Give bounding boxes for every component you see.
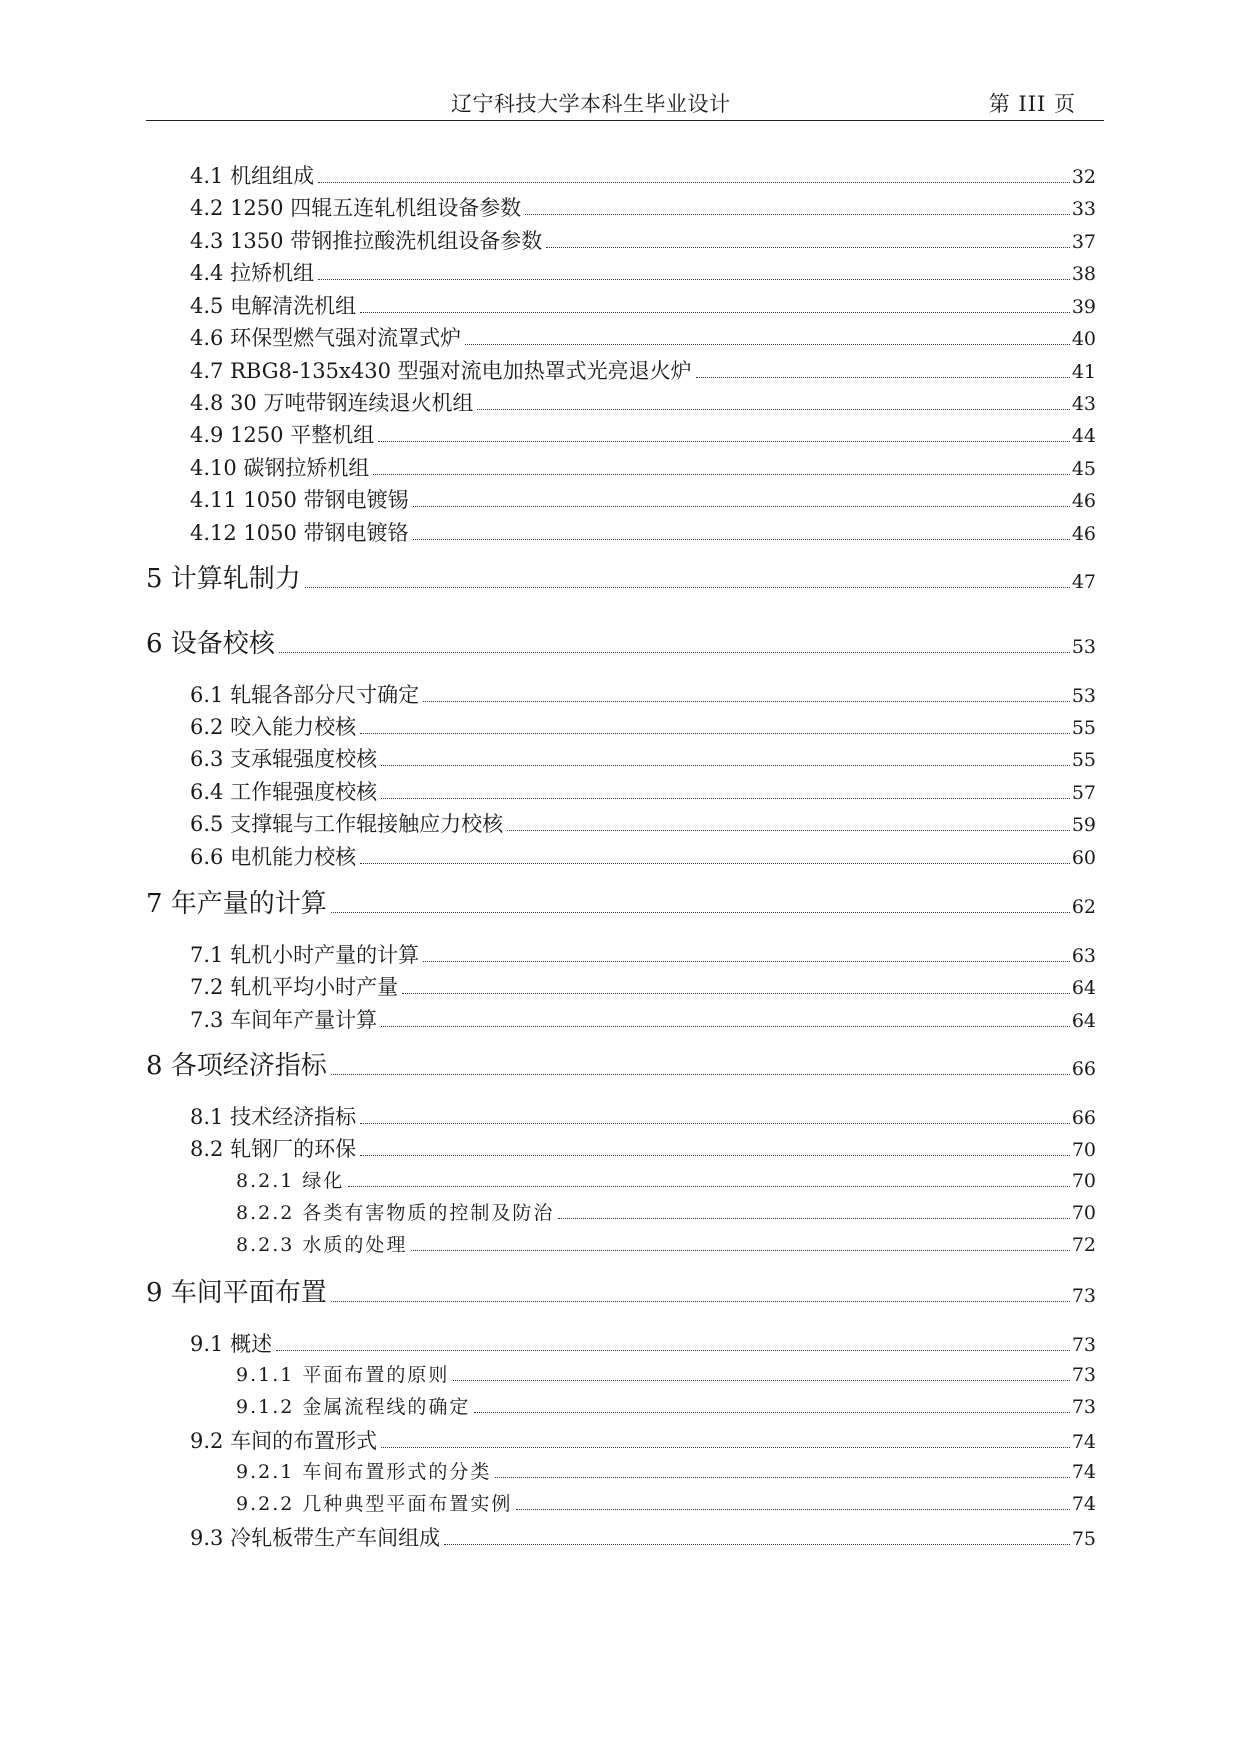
dot-leader <box>381 1026 1070 1027</box>
toc-entry[interactable] <box>190 717 1096 738</box>
toc-entry[interactable] <box>190 782 1096 803</box>
toc-entry-title: 8.2 轧钢厂的环保 <box>190 1137 357 1161</box>
dot-leader <box>546 247 1070 248</box>
toc-entry-page: 32 <box>1071 166 1096 188</box>
toc-entry[interactable] <box>146 566 1096 592</box>
toc-entry-title: 4.6 环保型燃气强对流罩式炉 <box>190 326 462 350</box>
toc-entry-page: 64 <box>1071 977 1096 999</box>
toc-entry[interactable] <box>190 361 1096 382</box>
toc-entry-page: 73 <box>1071 1285 1096 1307</box>
dot-leader <box>381 765 1070 766</box>
dot-leader <box>453 1380 1069 1381</box>
toc-entry-page: 43 <box>1071 393 1096 415</box>
toc-entry-page: 55 <box>1071 749 1096 771</box>
toc-entry-title: 9.1.1 平面布置的原则 <box>236 1364 450 1386</box>
toc-entry-title: 4.2 1250 四辊五连轧机组设备参数 <box>190 196 522 220</box>
toc-entry-page: 39 <box>1071 296 1096 318</box>
toc-entry-page: 46 <box>1071 490 1096 512</box>
toc-entry[interactable] <box>236 1366 1096 1385</box>
dot-leader <box>402 993 1070 994</box>
toc-entry-page: 64 <box>1071 1010 1096 1032</box>
toc-entry[interactable] <box>190 458 1096 479</box>
toc-entry-title: 9.1 概述 <box>190 1332 273 1356</box>
toc-entry-page: 41 <box>1071 361 1096 383</box>
toc-entry-title: 4.8 30 万吨带钢连续退火机组 <box>190 391 474 415</box>
toc-entry-title: 9.3 冷轧板带生产车间组成 <box>190 1526 441 1550</box>
dot-leader <box>360 733 1070 734</box>
dot-leader <box>413 506 1070 507</box>
toc-entry-title: 9.2.2 几种典型平面布置实例 <box>236 1493 513 1515</box>
header-page-number: 第 III 页 <box>988 92 1076 116</box>
toc-entry-page: 70 <box>1071 1202 1096 1224</box>
toc-entry-title: 9.1.2 金属流程线的确定 <box>236 1396 471 1418</box>
toc-entry[interactable] <box>146 891 1096 917</box>
toc-entry-page: 53 <box>1071 636 1096 658</box>
toc-entry[interactable] <box>190 296 1096 317</box>
toc-entry-title: 6.4 工作辊强度校核 <box>190 780 378 804</box>
toc-entry-page: 59 <box>1071 814 1096 836</box>
toc-entry[interactable] <box>190 1010 1096 1031</box>
toc-entry[interactable] <box>190 263 1096 284</box>
dot-leader <box>696 377 1070 378</box>
dot-leader <box>474 1412 1069 1413</box>
toc-entry-page: 47 <box>1071 571 1096 593</box>
dot-leader <box>423 961 1070 962</box>
toc-entry[interactable] <box>236 1236 1096 1255</box>
dot-leader <box>331 912 1070 913</box>
toc-entry-page: 66 <box>1071 1058 1096 1080</box>
toc-entry[interactable] <box>190 749 1096 770</box>
dot-leader <box>360 312 1070 313</box>
toc-entry-page: 75 <box>1071 1528 1096 1550</box>
toc-entry-title: 9 车间平面布置 <box>146 1278 327 1308</box>
dot-leader <box>373 474 1069 475</box>
toc-entry-title: 8.2.2 各类有害物质的控制及防治 <box>236 1202 555 1224</box>
dot-leader <box>360 1123 1070 1124</box>
dot-leader <box>413 539 1070 540</box>
toc-entry[interactable] <box>236 1172 1096 1191</box>
toc-entry-page: 62 <box>1071 896 1096 918</box>
toc-entry-page: 37 <box>1071 231 1096 253</box>
toc-entry-title: 7.3 车间年产量计算 <box>190 1008 378 1032</box>
dot-leader <box>477 409 1069 410</box>
toc-entry-page: 74 <box>1071 1431 1096 1453</box>
toc-entry-title: 8.1 技术经济指标 <box>190 1105 357 1129</box>
dot-leader <box>360 863 1070 864</box>
dot-leader <box>305 587 1070 588</box>
toc-entry[interactable] <box>236 1398 1096 1417</box>
toc-entry-title: 6.5 支撑辊与工作辊接触应力校核 <box>190 812 504 836</box>
dot-leader <box>279 652 1070 653</box>
toc-entry-title: 6.2 咬入能力校核 <box>190 715 357 739</box>
dot-leader <box>318 279 1070 280</box>
toc-entry[interactable] <box>190 198 1096 219</box>
dot-leader <box>558 1218 1069 1219</box>
toc-entry[interactable] <box>190 425 1096 446</box>
toc-entry-page: 44 <box>1071 425 1096 447</box>
toc-entry-title: 4.9 1250 平整机组 <box>190 423 375 447</box>
toc-entry-title: 8 各项经济指标 <box>146 1051 327 1081</box>
toc-entry-title: 7.2 轧机平均小时产量 <box>190 975 399 999</box>
toc-entry[interactable] <box>146 1053 1096 1079</box>
dot-leader <box>465 344 1070 345</box>
toc-entry-title: 4.10 碳钢拉矫机组 <box>190 456 370 480</box>
dot-leader <box>423 701 1070 702</box>
toc-entry-title: 7.1 轧机小时产量的计算 <box>190 943 420 967</box>
toc-entry-page: 60 <box>1071 847 1096 869</box>
dot-leader <box>507 830 1070 831</box>
toc-entry[interactable] <box>146 631 1096 657</box>
toc-entry[interactable] <box>236 1463 1096 1482</box>
toc-entry[interactable] <box>190 490 1096 511</box>
toc-entry-title: 6.6 电机能力校核 <box>190 845 357 869</box>
toc-entry-page: 57 <box>1071 782 1096 804</box>
toc-entry-title: 4.7 RBG8-135x430 型强对流电加热罩式光亮退火炉 <box>190 359 692 383</box>
toc-entry[interactable] <box>190 1334 1096 1355</box>
toc-entry-title: 4.3 1350 带钢推拉酸洗机组设备参数 <box>190 229 543 253</box>
dot-leader <box>444 1544 1070 1545</box>
dot-leader <box>348 1186 1069 1187</box>
toc-entry-page: 73 <box>1071 1396 1096 1418</box>
toc-entry-page: 33 <box>1071 198 1096 220</box>
toc-entry-page: 73 <box>1071 1364 1096 1386</box>
toc-entry-title: 6 设备校核 <box>146 629 275 659</box>
dot-leader <box>276 1350 1070 1351</box>
toc-entry-title: 9.2 车间的布置形式 <box>190 1429 378 1453</box>
toc-entry-title: 8.2.1 绿化 <box>236 1170 345 1192</box>
dot-leader <box>525 214 1070 215</box>
toc-entry-page: 70 <box>1071 1139 1096 1161</box>
dot-leader <box>331 1074 1070 1075</box>
toc-entry-title: 9.2.1 车间布置形式的分类 <box>236 1461 492 1483</box>
toc-entry-title: 5 计算轧制力 <box>146 564 301 594</box>
toc-entry-title: 4.11 1050 带钢电镀锡 <box>190 488 409 512</box>
toc-entry[interactable] <box>190 523 1096 544</box>
dot-leader <box>381 1447 1070 1448</box>
toc-entry[interactable] <box>146 1280 1096 1306</box>
toc-entry[interactable] <box>236 1204 1096 1223</box>
dot-leader <box>318 182 1070 183</box>
dot-leader <box>331 1301 1070 1302</box>
toc-entry-title: 4.1 机组组成 <box>190 164 315 188</box>
toc-entry-page: 73 <box>1071 1334 1096 1356</box>
toc-entry-title: 4.5 电解清洗机组 <box>190 294 357 318</box>
toc-entry[interactable] <box>190 166 1096 187</box>
toc-entry-page: 74 <box>1071 1493 1096 1515</box>
toc-entry[interactable] <box>190 1139 1096 1160</box>
toc-entry-page: 40 <box>1071 328 1096 350</box>
toc-entry-title: 4.4 拉矫机组 <box>190 261 315 285</box>
toc-entry-title: 6.1 轧辊各部分尺寸确定 <box>190 683 420 707</box>
toc-entry[interactable] <box>190 847 1096 868</box>
toc-entry[interactable] <box>190 1107 1096 1128</box>
toc-entry[interactable] <box>190 814 1096 835</box>
toc-entry[interactable] <box>190 1528 1096 1549</box>
toc-entry[interactable] <box>190 231 1096 252</box>
toc-entry-page: 46 <box>1071 523 1096 545</box>
toc-entry-title: 4.12 1050 带钢电镀铬 <box>190 521 409 545</box>
toc-entry-page: 72 <box>1071 1234 1096 1256</box>
header-title: 辽宁科技大学本科生毕业设计 <box>451 92 731 116</box>
dot-leader <box>411 1250 1069 1251</box>
toc-entry[interactable] <box>190 1431 1096 1452</box>
toc-entry[interactable] <box>190 945 1096 966</box>
toc-entry-page: 66 <box>1071 1107 1096 1129</box>
toc-entry-title: 7 年产量的计算 <box>146 889 327 919</box>
toc-entry[interactable] <box>190 685 1096 706</box>
toc-entry-page: 38 <box>1071 263 1096 285</box>
dot-leader <box>381 798 1070 799</box>
toc-entry-page: 53 <box>1071 685 1096 707</box>
dot-leader <box>495 1477 1069 1478</box>
toc-entry[interactable] <box>190 328 1096 349</box>
dot-leader <box>378 441 1070 442</box>
toc-entry-title: 8.2.3 水质的处理 <box>236 1234 408 1256</box>
toc-entry-page: 45 <box>1071 458 1096 480</box>
dot-leader <box>516 1509 1069 1510</box>
dot-leader <box>360 1155 1070 1156</box>
toc-entry[interactable] <box>236 1495 1096 1514</box>
toc-entry-title: 6.3 支承辊强度校核 <box>190 747 378 771</box>
toc-entry[interactable] <box>190 393 1096 414</box>
toc-entry-page: 74 <box>1071 1461 1096 1483</box>
toc-entry[interactable] <box>190 977 1096 998</box>
toc-entry-page: 55 <box>1071 717 1096 739</box>
page-header <box>146 82 1104 121</box>
toc-entry-page: 70 <box>1071 1170 1096 1192</box>
toc-entry-page: 63 <box>1071 945 1096 967</box>
